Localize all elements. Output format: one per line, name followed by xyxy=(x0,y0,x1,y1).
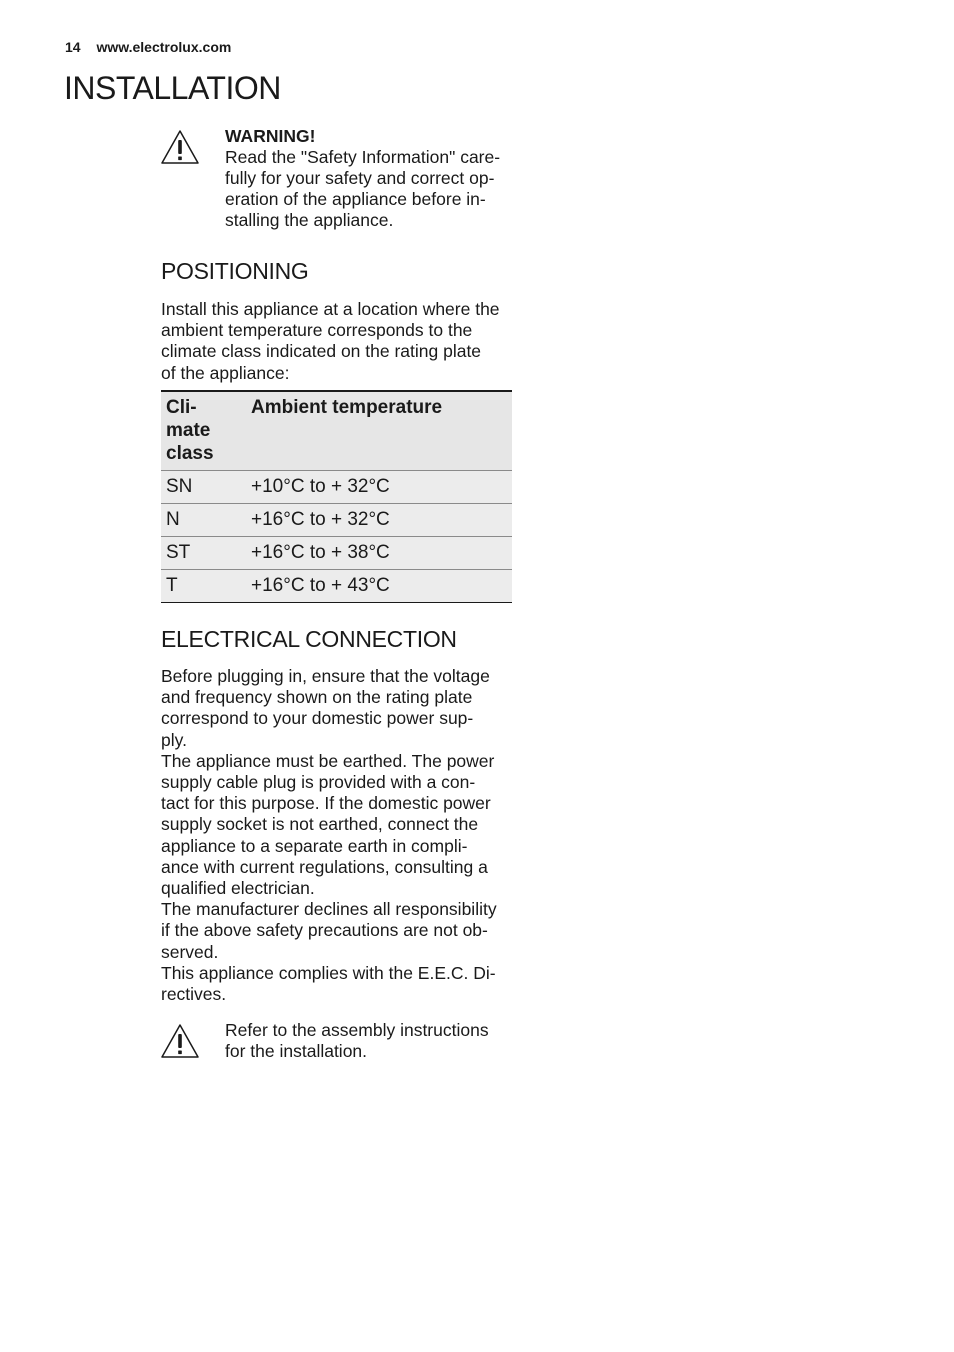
electrical-paragraph xyxy=(161,666,513,1005)
paragraph-line: rectives. xyxy=(161,984,227,1005)
website-url: www.electrolux.com xyxy=(96,39,232,55)
temperature-cell: +16°C to + 43°C xyxy=(246,570,512,603)
paragraph-line: The manufacturer declines all responsibility xyxy=(161,899,497,920)
paragraph-line: served. xyxy=(161,941,219,962)
paragraph-line: of the appliance: xyxy=(161,362,290,383)
column-header-climate-class xyxy=(161,391,246,471)
table-header-row xyxy=(161,391,512,471)
temperature-cell: +10°C to + 32°C xyxy=(246,471,512,504)
table-row xyxy=(161,471,512,504)
note-line: for the installation. xyxy=(225,1041,368,1061)
warning-line: eration of the appliance before in- xyxy=(225,189,486,209)
climate-class-cell: T xyxy=(161,570,246,603)
table-row xyxy=(161,537,512,570)
temperature-cell: +16°C to + 38°C xyxy=(246,537,512,570)
table-row xyxy=(161,570,512,603)
paragraph-line: appliance to a separate earth in compli- xyxy=(161,835,468,856)
climate-class-cell: ST xyxy=(161,537,246,570)
climate-class-cell: N xyxy=(161,504,246,537)
electrical-connection-heading: ELECTRICAL CONNECTION xyxy=(161,626,457,652)
header-line: Cli- xyxy=(166,397,197,418)
note-text xyxy=(225,1020,515,1062)
note-line: Refer to the assembly instructions xyxy=(225,1020,489,1040)
page-number: 14 xyxy=(65,39,81,55)
paragraph-line: if the above safety precautions are not ob- xyxy=(161,920,488,941)
warning-triangle-icon xyxy=(160,129,200,165)
table-row xyxy=(161,504,512,537)
paragraph-line: correspond to your domestic power sup- xyxy=(161,708,474,729)
paragraph-line: ambient temperature corresponds to the xyxy=(161,320,473,341)
paragraph-line: ance with current regulations, consulting a xyxy=(161,856,488,877)
warning-heading: WARNING! xyxy=(225,126,316,146)
paragraph-line: The appliance must be earthed. The power xyxy=(161,750,495,771)
warning-line: fully for your safety and correct op- xyxy=(225,168,495,188)
positioning-heading: POSITIONING xyxy=(161,258,309,284)
climate-class-cell: SN xyxy=(161,471,246,504)
climate-class-table xyxy=(161,390,512,603)
paragraph-line: qualified electrician. xyxy=(161,878,315,899)
column-header-ambient-temperature: Ambient temperature xyxy=(246,391,512,471)
warning-line: Read the "Safety Information" care- xyxy=(225,147,501,167)
warning-line: stalling the appliance. xyxy=(225,210,394,230)
positioning-paragraph xyxy=(161,299,513,384)
page-header xyxy=(65,39,231,55)
temperature-cell: +16°C to + 32°C xyxy=(246,504,512,537)
paragraph-line: ply. xyxy=(161,729,187,750)
header-line: class xyxy=(166,443,214,464)
paragraph-line: tact for this purpose. If the domestic power xyxy=(161,793,491,814)
paragraph-line: and frequency shown on the rating plate xyxy=(161,687,473,708)
paragraph-line: This appliance complies with the E.E.C. Di- xyxy=(161,962,496,983)
paragraph-line: supply socket is not earthed, connect the xyxy=(161,814,479,835)
paragraph-line: supply cable plug is provided with a con- xyxy=(161,772,476,793)
header-line: mate xyxy=(166,420,211,441)
paragraph-line: climate class indicated on the rating plate xyxy=(161,341,482,362)
paragraph-line: Install this appliance at a location where the xyxy=(161,299,500,319)
warning-triangle-icon xyxy=(160,1023,200,1059)
warning-text xyxy=(225,126,515,231)
page-title: INSTALLATION xyxy=(64,70,281,106)
paragraph-line: Before plugging in, ensure that the voltage xyxy=(161,666,490,686)
